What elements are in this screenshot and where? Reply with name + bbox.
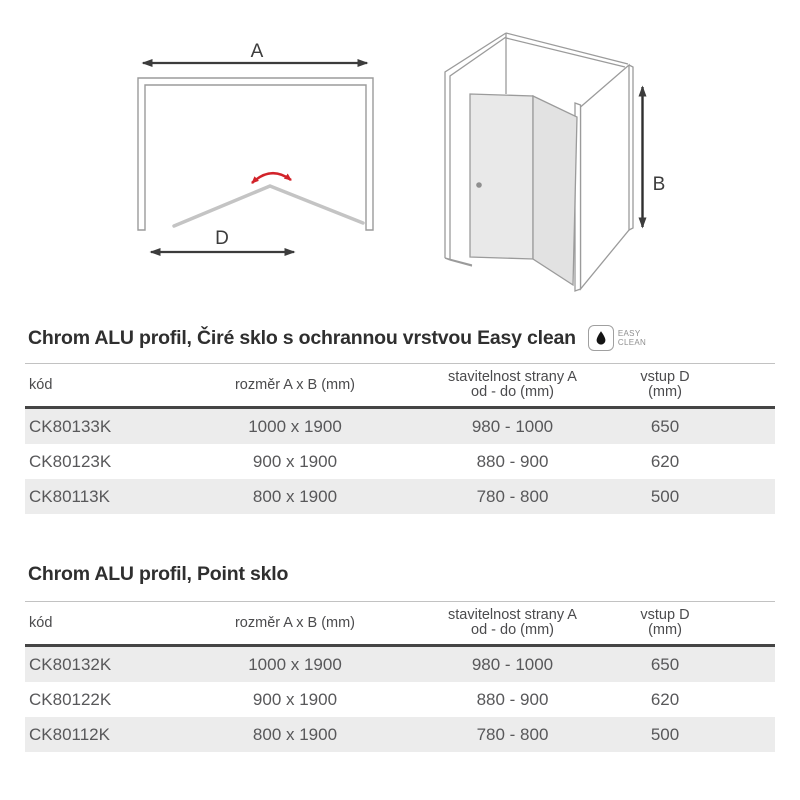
- col-header-kod: kód: [25, 364, 165, 408]
- cell-vstup: 650: [650, 416, 680, 436]
- section-2-heading: Chrom ALU profil, Point sklo: [28, 562, 289, 585]
- door-knob-icon: [476, 182, 482, 188]
- dimension-b-label: B: [652, 174, 666, 195]
- folding-door-panels: [174, 186, 363, 226]
- cell-rozmer: 800 x 1900: [252, 486, 338, 506]
- cell-stavitelnost: 880 - 900: [476, 689, 549, 709]
- col-header-spacer: [730, 364, 775, 408]
- cell-vstup: 500: [650, 486, 680, 506]
- table-row: [25, 646, 775, 683]
- perspective-view-diagram: [430, 8, 700, 303]
- cell-spacer: [730, 479, 775, 514]
- col-header-spacer: [730, 602, 775, 646]
- cell-spacer: [730, 717, 775, 752]
- dimension-d-label: D: [215, 228, 229, 249]
- dimension-a-label: A: [250, 41, 264, 62]
- cell-kod: CK80122K: [29, 689, 112, 709]
- top-view-diagram: [110, 25, 400, 275]
- cell-rozmer: 900 x 1900: [252, 451, 338, 471]
- col-header-subline: od - do (mm): [471, 622, 554, 638]
- cell-spacer: [730, 646, 775, 683]
- spec-table-easy-clean: [25, 363, 775, 514]
- table-row: [25, 444, 775, 479]
- badge-line-1: EASY: [617, 329, 641, 338]
- spec-table-point: [25, 601, 775, 752]
- cell-vstup: 650: [650, 654, 680, 674]
- cell-kod: CK80123K: [29, 451, 112, 471]
- table-row: [25, 717, 775, 752]
- col-header-rozmer: rozměr A x B (mm): [165, 364, 425, 408]
- col-header-vstup: [600, 602, 730, 646]
- cell-stavitelnost: 780 - 800: [476, 486, 549, 506]
- cell-kod: CK80112K: [29, 724, 110, 744]
- cell-kod: CK80113K: [29, 486, 110, 506]
- table-header-row: [25, 364, 775, 408]
- swing-direction-arrow-icon: [252, 173, 291, 183]
- col-header-vstup: [600, 364, 730, 408]
- enclosure-frame: [138, 78, 373, 230]
- table-row: [25, 408, 775, 445]
- cell-stavitelnost: 880 - 900: [476, 451, 549, 471]
- table-header-row: [25, 602, 775, 646]
- cell-vstup: 620: [650, 689, 680, 709]
- cell-spacer: [730, 408, 775, 445]
- col-header-stavitelnost: [425, 602, 600, 646]
- table-row: [25, 479, 775, 514]
- col-header-line: vstup D: [640, 607, 690, 623]
- badge-line-2: CLEAN: [617, 338, 647, 347]
- col-header-rozmer: rozměr A x B (mm): [165, 602, 425, 646]
- cell-rozmer: 900 x 1900: [252, 689, 338, 709]
- col-header-subline: (mm): [648, 384, 682, 400]
- cell-spacer: [730, 682, 775, 717]
- cell-vstup: 620: [650, 451, 680, 471]
- cell-rozmer: 1000 x 1900: [248, 416, 342, 436]
- col-header-stavitelnost: [425, 364, 600, 408]
- col-header-line: stavitelnost strany A: [448, 607, 577, 623]
- door-folded-panel: [533, 96, 577, 285]
- cell-spacer: [730, 444, 775, 479]
- col-header-subline: (mm): [648, 622, 682, 638]
- cell-stavitelnost: 780 - 800: [476, 724, 549, 744]
- col-header-subline: od - do (mm): [471, 384, 554, 400]
- table-row: [25, 682, 775, 717]
- easy-clean-badge: [588, 325, 646, 351]
- cell-vstup: 500: [650, 724, 680, 744]
- cell-stavitelnost: 980 - 1000: [471, 416, 554, 436]
- cell-rozmer: 1000 x 1900: [248, 654, 342, 674]
- cell-kod: CK80133K: [29, 416, 112, 436]
- cell-rozmer: 800 x 1900: [252, 724, 338, 744]
- cell-stavitelnost: 980 - 1000: [471, 654, 554, 674]
- section-1-heading: Chrom ALU profil, Čiré sklo s ochrannou vrstvou Easy clean: [28, 326, 576, 349]
- col-header-line: stavitelnost strany A: [448, 369, 577, 385]
- col-header-line: vstup D: [640, 369, 690, 385]
- easy-clean-badge-text: [618, 329, 646, 347]
- door-front-panel: [470, 94, 533, 259]
- col-header-kod: kód: [25, 602, 165, 646]
- water-drop-icon: [588, 325, 614, 351]
- cell-kod: CK80132K: [29, 654, 112, 674]
